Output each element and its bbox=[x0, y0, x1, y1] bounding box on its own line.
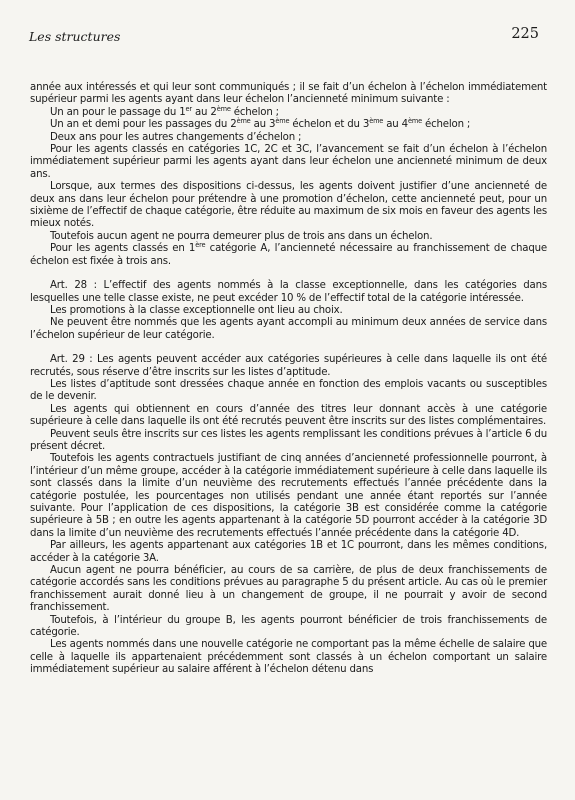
article-28: Art. 28 : L’effectif des agents nommés à la classe exceptionnelle, dans les catégories dans lesquelles une telle classe existe, ne peut excéder 10 % de l’effectif total de la catégorie intéressée. bbox=[30, 280, 547, 304]
section-gap bbox=[30, 342, 547, 354]
paragraph: Toutefois les agents contractuels justifiant de cinq années d’ancienneté professionnelle pourront, à l’intérieur d’un même groupe, accéder à la catégorie immédiatement supérieure à celle dans laquelle ils sont classés dans la limite d’un neuvième des recrutements effectués l’année précédente dans la catégorie postulée, les pourcentages non utilisés pendant une année étant reportés sur l’année suivante. Pour l’application de ces dispositions, la catégorie 3B est considérée comme la catégorie supérieure à 5B ; en outre les agents appartenant à la catégorie 5D pourront accéder à la catégorie 3D dans la limite d’un neuvième des recrutements effectués l’année précédente dans la catégorie 4D. bbox=[30, 453, 547, 539]
paragraph: Les promotions à la classe exceptionnelle ont lieu au choix. bbox=[50, 304, 343, 316]
section-gap bbox=[30, 268, 547, 280]
article-29: Art. 29 : Les agents peuvent accéder aux catégories supérieures à celle dans laquelle ils ont été recrutés, sous réserve d’être inscrits sur les listes d’aptitude. bbox=[30, 354, 547, 378]
paragraph: Toutefois, à l’intérieur du groupe B, les agents pourront bénéficier de trois franchissements de catégorie. bbox=[30, 614, 547, 639]
paragraph: Par ailleurs, les agents appartenant aux catégories 1B et 1C pourront, dans les mêmes conditions, accéder à la catégorie 3A. bbox=[30, 540, 547, 564]
paragraph: Un an et demi pour les passages du 2ème au 3ème échelon et du 3ème au 4ème échelon ; bbox=[50, 117, 471, 131]
paragraph: Pour les agents classés en catégories 1C, 2C et 3C, l’avancement se fait d’un échelon à l’échelon immédiatement supérieur parmi les agents ayant dans leur échelon une ancienneté minimum de deux ans. bbox=[30, 144, 547, 180]
paragraph: Les agents qui obtiennent en cours d’année des titres leur donnant accès à une catégorie supérieure à celle dans laquelle ils ont été recrutés peuvent être inscrits sur des listes complémentaires. bbox=[30, 403, 547, 428]
page-number: 225 bbox=[511, 26, 539, 42]
paragraph: Ne peuvent être nommés que les agents ayant accompli au minimum deux années de service dans l’échelon supérieur de leur catégorie. bbox=[30, 317, 547, 341]
paragraph: Les agents nommés dans une nouvelle catégorie ne comportant pas la même échelle de salaire que celle à laquelle ils appartenaient précédemment sont classés à un échelon comportant un salaire immédiatement supérieur au salaire afférent à l’échelon détenu dans bbox=[30, 639, 547, 676]
document-body bbox=[30, 82, 547, 677]
paragraph: Toutefois aucun agent ne pourra demeurer plus de trois ans dans un échelon. bbox=[50, 230, 433, 242]
paragraph: année aux intéressés et qui leur sont communiqués ; il se fait d’un échelon à l’échelon immédiatement supérieur parmi les agents ayant dans leur échelon l’ancienneté minimum suivante : bbox=[30, 82, 547, 106]
paragraph: Peuvent seuls être inscrits sur ces listes les agents remplissant les conditions prévues à l’article 6 du présent décret. bbox=[30, 428, 547, 452]
paragraph: Aucun agent ne pourra bénéficier, au cours de sa carrière, de plus de deux franchissements de catégorie accordés sans les conditions prévues au paragraphe 5 du présent article. Au cas où le premier franchissement aurait donné lieu à un changement de groupe, il ne pourrait y avoir de second franchissement. bbox=[30, 565, 547, 614]
paragraph: Pour les agents classés en 1ère catégorie A, l’ancienneté nécessaire au franchissement de chaque échelon est fixée à trois ans. bbox=[30, 241, 547, 267]
page-header bbox=[29, 26, 539, 46]
paragraph: Lorsque, aux termes des dispositions ci-dessus, les agents doivent justifier d’une ancienneté de deux ans dans leur échelon pour prétendre à une promotion d’échelon, cette ancienneté peut, pour un sixième de l’effectif de chaque catégorie, être réduite au maximum de six mois en faveur des agents les mieux notés. bbox=[30, 181, 547, 230]
paragraph: Un an pour le passage du 1er au 2ème échelon ; bbox=[50, 104, 279, 118]
paragraph: Les listes d’aptitude sont dressées chaque année en fonction des emplois vacants ou susceptibles de le devenir. bbox=[30, 378, 547, 403]
paragraph: Deux ans pour les autres changements d’échelon ; bbox=[50, 131, 302, 143]
running-title: Les structures bbox=[29, 29, 121, 44]
